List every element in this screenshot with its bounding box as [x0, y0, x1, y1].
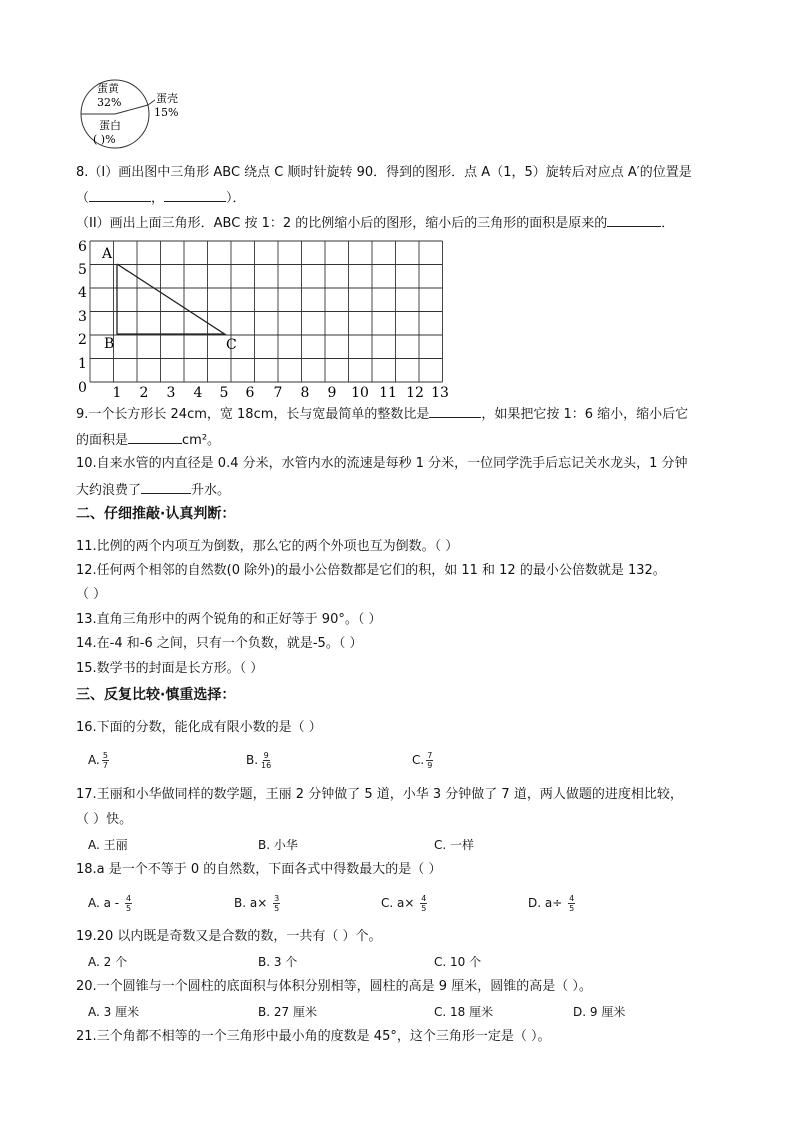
section-3-heading: 三、反复比较·慎重选择： — [76, 687, 236, 703]
q8-line3 — [76, 213, 674, 233]
section-2-heading: 二、仔细推敲·认真判断： — [76, 506, 236, 522]
grid-x-tick-label: 6 — [245, 385, 255, 401]
q17-line2: （ ）快。 — [76, 812, 133, 827]
q9-line2-a: 的面积是 — [76, 433, 129, 448]
grid-x-tick-label: 11 — [379, 385, 397, 401]
q18-stem: 18.a 是一个不等于 0 的自然数，下面各式中得数最大的是（ ） — [76, 862, 442, 877]
pie-yolk-label: 蛋黄 — [97, 82, 119, 95]
q18-c-fraction: $\frac{4}{5}$ — [421, 894, 427, 913]
q17-option-b[interactable]: B. 小华 — [258, 838, 298, 852]
grid-x-tick-label: 10 — [351, 385, 369, 401]
grid-x-tick-label: 12 — [406, 385, 424, 401]
q10-line2-b: 升水。 — [191, 483, 231, 498]
grid-x-tick-label: 7 — [273, 385, 283, 401]
q8-area-ratio-blank[interactable] — [607, 213, 661, 227]
q20-stem: 20.一个圆锥与一个圆柱的底面积与体积分别相等，圆柱的高是 9 厘米，圆锥的高是（ ）。 — [76, 979, 592, 994]
q9-line1 — [76, 404, 688, 424]
q9-line2-b: cm²。 — [182, 433, 221, 448]
q9-line2 — [76, 430, 220, 450]
q13: 13.直角三角形中的两个锐角的和正好等于 90°。（ ） — [76, 612, 382, 627]
q10-line1: 10.自来水管的内直径是 0.4 分米，水管内水的流速是每秒 1 分米，一位同学洗手后忘记关水龙头，1 分钟 — [76, 456, 688, 471]
q20-option-a[interactable]: A. 3 厘米 — [88, 1005, 140, 1019]
coordinate-grid — [72, 234, 452, 402]
grid-x-tick-label: 13 — [431, 385, 449, 401]
q14: 14.在-4 和-6 之间，只有一个负数，就是-5。（ ） — [76, 636, 363, 651]
point-b-label: B — [104, 336, 115, 352]
grid-x-tick-label: 9 — [327, 385, 337, 401]
grid-x-tick-label: 1 — [112, 385, 122, 401]
q16-c-fraction: $\frac{7}{9}$ — [427, 751, 433, 770]
grid-y-tick-label: 0 — [78, 380, 87, 396]
grid-y-tick-label: 6 — [78, 239, 87, 255]
q17-option-a[interactable]: A. 王丽 — [88, 838, 128, 852]
grid-x-tick-label: 4 — [193, 385, 203, 401]
q9-line1-a: 9.一个长方形长 24cm，宽 18cm，长与宽最简单的整数比是 — [76, 407, 430, 422]
grid-y-tick-label: 4 — [78, 285, 87, 301]
q19-option-c[interactable]: C. 10 个 — [434, 955, 482, 969]
q8-line2-sep: ， — [151, 191, 165, 206]
q9-ratio-blank[interactable] — [429, 404, 481, 418]
grid-x-tick-label: 3 — [166, 385, 176, 401]
q12-line2: （ ） — [76, 587, 107, 602]
q8-line1: 8.（I）画出图中三角形 ABC 绕点 C 顺时针旋转 90．得到的图形．点 A（1，5）旋转后对应点 A′的位置是 — [76, 165, 692, 180]
q18-option-c[interactable]: C. a× $\frac{4}{5}$ — [381, 894, 427, 913]
q18-a-fraction: $\frac{4}{5}$ — [125, 894, 132, 913]
q20-option-b[interactable]: B. 27 厘米 — [258, 1005, 317, 1019]
q8-line3-text: （II）画出上面三角形．ABC 按 1：2 的比例缩小后的图形，缩小后的三角形的面积是原来的 — [76, 216, 608, 231]
grid-lines — [90, 241, 443, 382]
q9-area-blank[interactable] — [128, 430, 182, 444]
q8-line2 — [76, 188, 246, 208]
point-c-label: C — [226, 337, 237, 353]
q11: 11.比例的两个内项互为倒数，那么它的两个外项也互为倒数。（ ） — [76, 539, 459, 554]
grid-x-tick-labels — [113, 385, 449, 401]
q21: 21.三个角都不相等的一个三角形中最小角的度数是 45°，这个三角形一定是（ ）。 — [76, 1029, 551, 1044]
q17-option-c[interactable]: C. 一样 — [434, 838, 475, 852]
q20-option-c[interactable]: C. 18 厘米 — [434, 1005, 494, 1019]
q16-a-fraction: $\frac{5}{7}$ — [102, 751, 108, 770]
q8-answer-x-blank[interactable] — [89, 188, 151, 202]
q19-option-b[interactable]: B. 3 个 — [258, 955, 298, 969]
pie-white-value: ( )% — [93, 133, 116, 146]
q8-line2-open: （ — [76, 191, 90, 206]
pie-shell-value: 15% — [154, 106, 179, 119]
q16-stem: 16.下面的分数，能化成有限小数的是（ ） — [76, 720, 322, 735]
q19-option-a[interactable]: A. 2 个 — [88, 955, 128, 969]
q10-line2 — [76, 480, 230, 500]
q10-water-blank[interactable] — [141, 480, 191, 494]
q17-line1: 17.王丽和小华做同样的数学题，王丽 2 分钟做了 5 道，小华 3 分钟做了 7 道，两人做题的进度相比较， — [76, 787, 683, 802]
q16-option-b[interactable]: B. $\frac{9}{16}$ — [246, 751, 272, 770]
q20-option-d[interactable]: D. 9 厘米 — [573, 1005, 626, 1019]
grid-y-tick-label: 1 — [78, 356, 87, 372]
q18-option-a[interactable]: A. a - $\frac{4}{5}$ — [88, 894, 132, 913]
egg-pie-chart — [75, 78, 185, 150]
grid-x-tick-label: 5 — [219, 385, 229, 401]
q16-option-a[interactable]: A. $\frac{5}{7}$ — [88, 751, 108, 770]
q10-line2-a: 大约浪费了 — [76, 483, 142, 498]
grid-x-tick-label: 2 — [139, 385, 149, 401]
grid-y-tick-label: 5 — [78, 262, 87, 278]
q12-line1: 12.任何两个相邻的自然数(0 除外)的最小公倍数都是它们的积，如 11 和 12 的最小公倍数就是 132。 — [76, 563, 666, 578]
q8-line3-end: ． — [661, 216, 675, 231]
q19-stem: 19.20 以内既是奇数又是合数的数，一共有（ ）个。 — [76, 929, 382, 944]
pie-white-label: 蛋白 — [99, 119, 121, 132]
pie-yolk-value: 32% — [97, 96, 122, 109]
grid-y-tick-label: 3 — [78, 309, 87, 325]
q8-line2-close: ）． — [226, 191, 246, 206]
grid-y-tick-label: 2 — [78, 332, 87, 348]
point-a-label: A — [102, 246, 113, 262]
q18-b-fraction: $\frac{3}{5}$ — [274, 894, 280, 913]
q18-option-d[interactable]: D. a÷ $\frac{4}{5}$ — [528, 894, 575, 913]
q18-d-fraction: $\frac{4}{5}$ — [569, 894, 575, 913]
pie-shell-label: 蛋壳 — [156, 92, 178, 105]
q16-b-fraction: $\frac{9}{16}$ — [261, 751, 272, 770]
q9-line1-b: ，如果把它按 1：6 缩小，缩小后它 — [481, 407, 689, 422]
q15: 15.数学书的封面是长方形。（ ） — [76, 661, 264, 676]
q18-option-b[interactable]: B. a× $\frac{3}{5}$ — [234, 894, 280, 913]
grid-y-tick-labels — [78, 239, 87, 396]
grid-x-tick-label: 8 — [300, 385, 310, 401]
q16-option-c[interactable]: C. $\frac{7}{9}$ — [412, 751, 433, 770]
triangle-abc — [117, 264, 225, 334]
q8-answer-y-blank[interactable] — [164, 188, 226, 202]
